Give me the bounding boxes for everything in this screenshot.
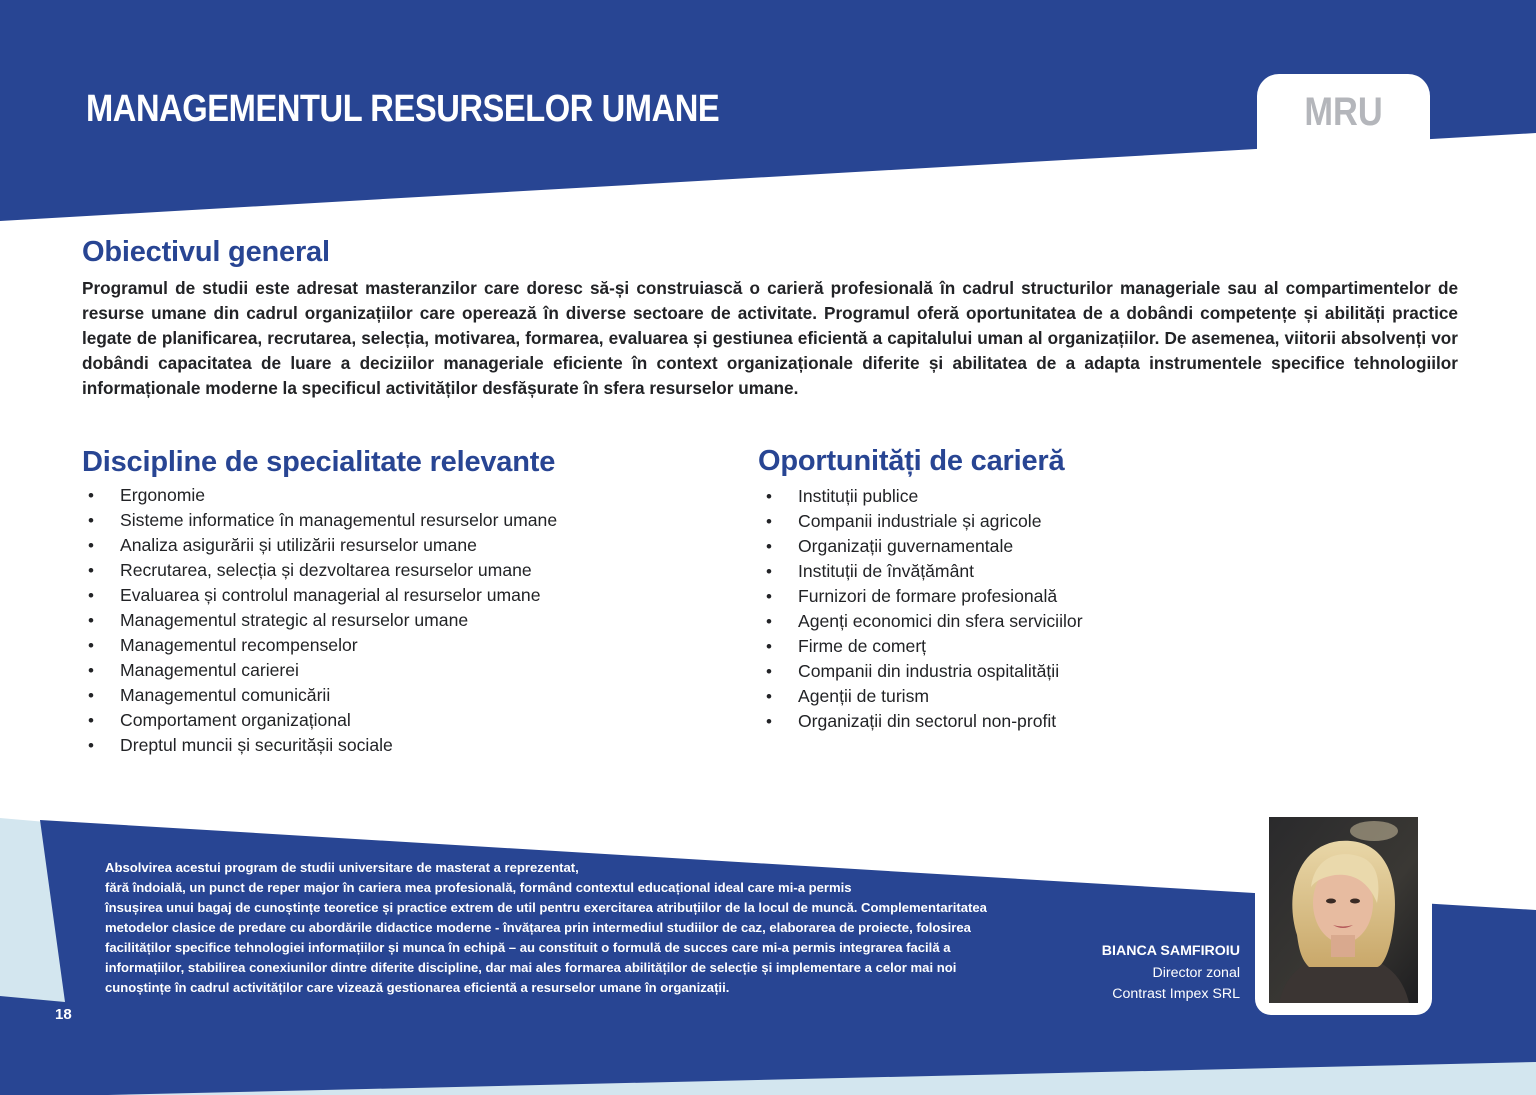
list-item: • Managementul strategic al resurselor umane [82,608,557,633]
list-item: • Analiza asigurării și utilizării resurselor umane [82,533,557,558]
disciplines-heading: Discipline de specialitate relevante [82,446,556,478]
page-title: MANAGEMENTUL RESURSELOR UMANE [86,88,720,130]
list-item: • Companii industriale și agricole [760,509,1083,534]
list-item: • Dreptul muncii și securitășii sociale [82,733,557,758]
objective-heading: Obiectivul general [82,236,330,268]
disciplines-list [82,483,557,758]
quote-line: însușirea unui bagaj de cunoștințe teoretice și practice extrem de util pentru exercitarea atribuțiilor de la locul de muncă. Complementaritatea [105,900,987,915]
quote-line: Absolvirea acestui program de studii universitare de masterat a reprezentat, [105,860,579,875]
list-item: • Managementul comunicării [82,683,557,708]
list-item: • Organizații guvernamentale [760,534,1083,559]
quote-line: cunoștințe în cadrul activităților care vizează gestionarea eficientă a resurselor umane în organizații. [105,980,730,995]
author-photo [1269,817,1418,1003]
testimonial-author-name: BIANCA SAMFIROIU [1101,943,1240,959]
testimonial-quote [105,858,1085,998]
list-item: • Firme de comerț [760,634,1083,659]
quote-line: metodelor clasice de predare cu abordările didactice moderne - învățarea prin intermediul studiilor de caz, elaborarea de proiecte, folosirea [105,920,971,935]
list-item: • Agenți economici din sfera serviciilor [760,609,1083,634]
list-item: • Instituții publice [760,484,1083,509]
list-item: • Organizații din sectorul non-profit [760,709,1083,734]
list-item: • Recrutarea, selecția și dezvoltarea resurselor umane [82,558,557,583]
list-item: • Ergonomie [82,483,557,508]
list-item: • Evaluarea și controlul managerial al resurselor umane [82,583,557,608]
page-number: 18 [55,1006,72,1023]
list-item: • Instituții de învățământ [760,559,1083,584]
program-tab-label: MRU [1304,90,1383,134]
careers-list [760,484,1083,734]
careers-heading: Oportunități de carieră [758,445,1065,477]
testimonial-author-company: Contrast Impex SRL [1112,986,1240,1002]
list-item: • Managementul carierei [82,658,557,683]
list-item: • Comportament organizațional [82,708,557,733]
list-item: • Companii din industria ospitalității [760,659,1083,684]
quote-line: facilităților specifice tehnologiei informațiilor și munca în echipă – au constituit o formulă de succes care mi-a permis integrarea facilă a [105,940,951,955]
list-item: • Furnizori de formare profesională [760,584,1083,609]
list-item: • Sisteme informatice în managementul resurselor umane [82,508,557,533]
objective-text: Programul de studii este adresat masteranzilor care doresc să-și construiască o carieră profesională în cadrul structurilor manageriale sau al compartimentelor de resurse umane din cadrul organizațiilor care operează în diverse sectoare de activitate. Programul oferă oportunitatea de a dobândi competențe și abilități practice legate de planificarea, recrutarea, selecția, motivarea, formarea, evaluarea și gestiunea eficientă a capitalului uman al organizațiilor. De asemenea, viitorii absolvenți vor dobândi capacitatea de luare a deciziilor manageriale eficiente în context organizaționale diferite și abilitatea de a adapta instrumentele specifice tehnologiilor informaționale moderne la specificul activităților desfășurate în sfera resurselor umane. [82,278,1458,398]
quote-line: fără îndoială, un punct de reper major în cariera mea profesională, formând contextul educațional ideal care mi-a permis [105,880,852,895]
testimonial-author-role: Director zonal [1152,965,1240,981]
list-item: • Managementul recompenselor [82,633,557,658]
quote-line: informațiilor, stabilirea conexiunilor dintre diferite discipline, dar mai ales formarea abilităților de selecție și implementare a celor mai noi [105,960,957,975]
list-item: • Agenții de turism [760,684,1083,709]
